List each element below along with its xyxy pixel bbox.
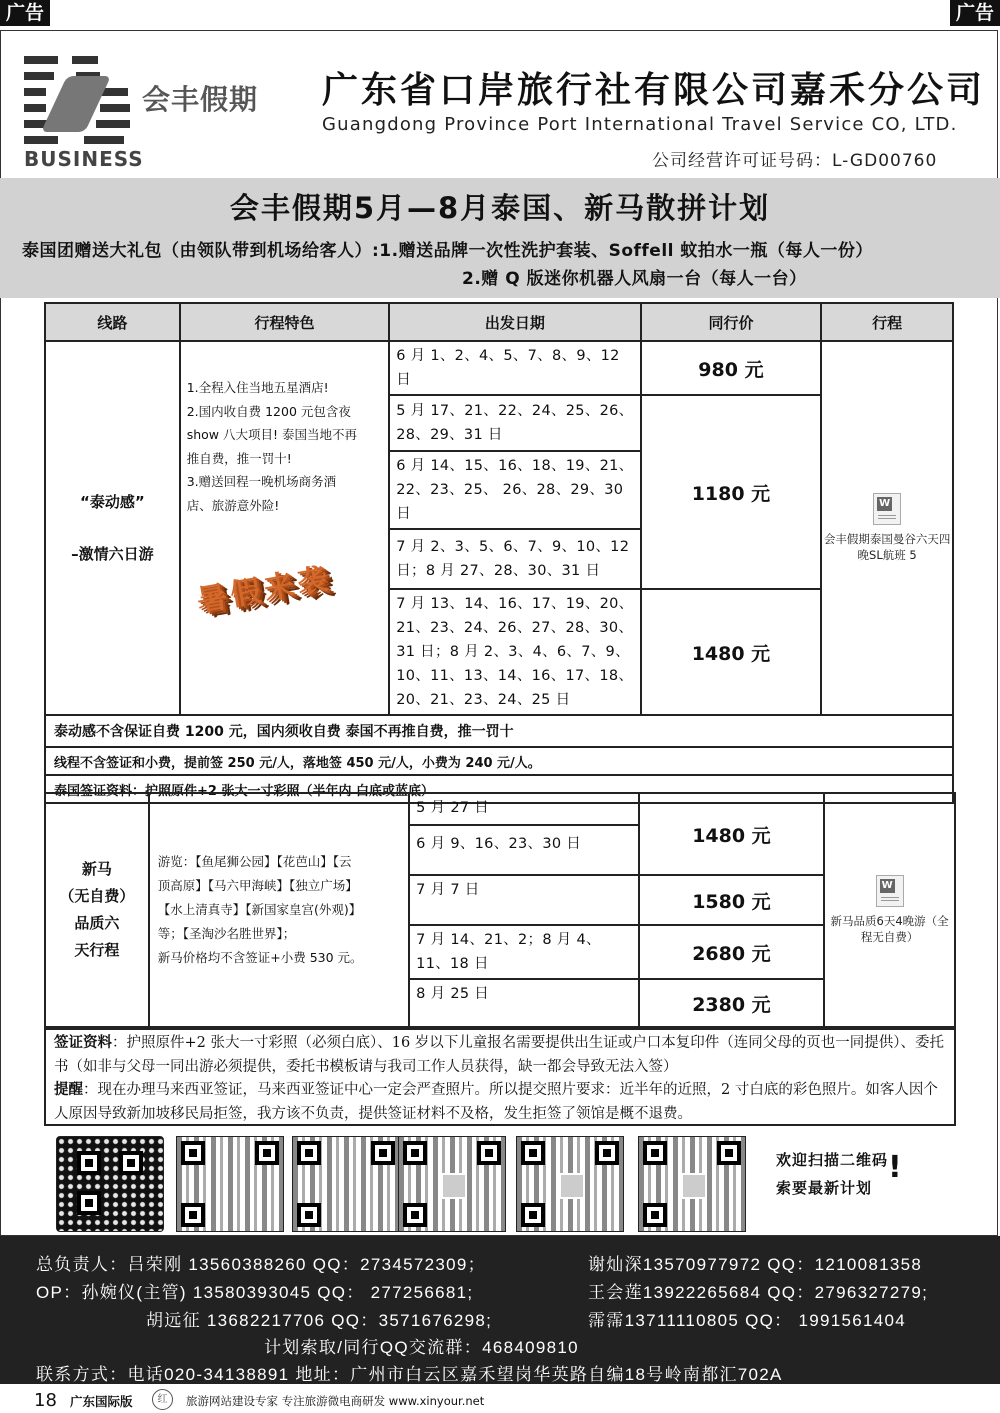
qr-code[interactable]	[638, 1136, 746, 1232]
publication-name: 广东国际版	[70, 1394, 133, 1409]
visa-requirements	[44, 1028, 956, 1126]
brand-name: 会丰假期	[142, 83, 259, 116]
price-cell: 1480 元	[641, 589, 822, 715]
scan-line-2: 索要最新计划	[776, 1179, 873, 1197]
feature-line: 2.国内收自费 1200 元包含夜	[186, 403, 351, 419]
scan-prompt	[776, 1146, 888, 1202]
route-line: （无自费）	[59, 887, 135, 905]
route-line: 新马	[81, 860, 112, 878]
contact-line: 霈霈13711110805 QQ： 1991561404	[588, 1311, 907, 1330]
feature-line: 等；【圣淘沙名胜世界】；	[157, 926, 296, 941]
ad-tag-right: 广告	[950, 0, 1000, 26]
gift-line-1: 泰国团赠送大礼包（由领队带到机场给客人）:1.赠送品牌一次性洗护套装、Soffell 蚊拍水一瓶（每人一份）	[22, 241, 873, 261]
qr-code[interactable]	[292, 1136, 400, 1232]
feature-line: 推自费，推一罚十!	[186, 450, 292, 466]
features-cell-thailand	[180, 341, 390, 715]
price-cell: 1180 元	[641, 395, 822, 589]
qr-code[interactable]	[176, 1136, 284, 1232]
features-cell-sg-my	[149, 793, 409, 1027]
feature-line: 1.全程入住当地五星酒店!	[186, 380, 329, 395]
publisher-logo-icon: 红	[152, 1389, 173, 1410]
page-number: 18	[34, 1390, 57, 1411]
thai-note: 线程不含签证和小费，提前签 250 元/人，落地签 450 元/人，小费为 240 元/人。	[45, 747, 953, 775]
summer-promo-stamp: 暑假来袭	[194, 561, 335, 620]
table-row	[45, 793, 955, 825]
brand-logo-text: BUSINESS	[24, 147, 144, 171]
license-number: 公司经营许可证号码：L-GD00760	[652, 151, 938, 171]
contact-line: 胡远征 13682217706 QQ：3571676298;	[146, 1311, 493, 1330]
table-row	[45, 341, 953, 395]
brand-logo-icon	[24, 56, 134, 148]
itinerary-file-link[interactable]: 会丰假期泰国曼谷六天四晚SL航班 5	[823, 532, 951, 562]
date-cell: 6 月 9、16、23、30 日	[409, 825, 638, 875]
thai-note-row	[45, 715, 953, 747]
qq-group: 计划索取/同行QQ交流群：468409810	[264, 1338, 579, 1357]
date-cell: 7 月 13、14、16、17、19、20、21、23、24、26、27、28、30、31 日；8 月 2、3、4、6、7、9、10、11、13、14、16、17、18、20、21、23、24、25 日	[389, 589, 640, 715]
itinerary-cell-thailand[interactable]	[821, 341, 953, 715]
qr-code[interactable]	[56, 1136, 164, 1232]
price-cell: 1480 元	[639, 793, 825, 875]
route-line: 天行程	[74, 941, 120, 959]
reminder-label: 提醒	[54, 1082, 83, 1098]
price-cell: 980 元	[641, 341, 822, 395]
feature-line: 店、旅游意外险!	[186, 497, 280, 513]
exclamation: !	[888, 1150, 902, 1185]
table-header-row	[45, 303, 953, 341]
price-cell: 2680 元	[639, 925, 825, 979]
header-itinerary: 行程	[821, 303, 953, 341]
header-features: 行程特色	[180, 303, 390, 341]
gift-line-2: 2.赠 Q 版迷你机器人风扇一台（每人一台）	[462, 269, 807, 289]
thailand-route-table	[44, 302, 954, 804]
itinerary-cell-sg-my[interactable]	[824, 793, 955, 1027]
word-document-icon[interactable]	[873, 493, 901, 525]
date-cell: 6 月 14、15、16、18、19、21、22、23、25、 26、28、29、30 日	[389, 451, 640, 529]
qr-code[interactable]	[516, 1136, 624, 1232]
contact-footer	[0, 1236, 1000, 1384]
route-subtitle: –激情六日游	[71, 545, 154, 563]
route-line: 品质六	[74, 914, 120, 932]
ad-tag-left: 广告	[0, 0, 50, 26]
feature-line: 游览：【鱼尾狮公园】【花芭山】【云	[157, 854, 352, 869]
word-document-icon[interactable]	[876, 875, 904, 907]
contact-line: 总负责人：吕荣刚 13560388260 QQ：2734572309；	[36, 1255, 486, 1274]
feature-line: 新马价格均不含签证+小费 530 元。	[157, 950, 363, 965]
date-cell: 7 月 14、21、2；8 月 4、11、18 日	[409, 925, 638, 979]
thai-note: 泰国签证资料：护照原件+2 张大一寸彩照（半年内 白底或蓝底）	[45, 775, 953, 803]
header-dates: 出发日期	[389, 303, 640, 341]
publisher-website[interactable]: 旅游网站建设专家 专注旅游微电商研发 www.xinyour.net	[186, 1394, 485, 1408]
visa-text: ：护照原件+2 张大一寸彩照（必须白底）、16 岁以下儿童报名需要提供出生证或户口本复印件（连同父母的页也一同提供）、委托书（如非与父母一同出游必须提供，委托书模板请与我司工作人员获得，缺一都会导致无法入签）	[54, 1035, 945, 1075]
route-name: “泰动感”	[79, 493, 145, 511]
date-cell: 5 月 17、21、22、24、25、26、28、29、31 日	[389, 395, 640, 451]
thai-note-row	[45, 747, 953, 775]
header-route: 线路	[45, 303, 180, 341]
contact-line: 谢灿深13570977972 QQ：1210081358	[588, 1255, 923, 1274]
contact-address: 联系方式：电话020-34138891 地址：广州市白云区嘉禾望岗华英路自编18号岭南都汇702A	[36, 1365, 783, 1384]
thai-note: 泰动感不含保证自费 1200 元，国内须收自费 泰国不再推自费，推一罚十	[45, 715, 953, 747]
itinerary-file-link[interactable]: 新马品质6天4晚游（全程无自费）	[830, 914, 949, 944]
price-cell: 2380 元	[639, 979, 825, 1027]
company-name-cn: 广东省口岸旅行社有限公司嘉禾分公司	[322, 70, 986, 111]
price-cell: 1580 元	[639, 875, 825, 925]
feature-line: show 八大项目! 泰国当地不再	[186, 427, 357, 442]
reminder-text: ：现在办理马来西亚签证，马来西亚签证中心一定会严查照片。所以提交照片要求：近半年的近照，2 寸白底的彩色照片。如客人因个人原因导致新加坡移民局拒签，我方该不负责，提供签证材料不及格，发生拒签了领馆是概不退费。	[54, 1082, 938, 1122]
contact-line: 王会莲13922265684 QQ：2796327279;	[588, 1283, 929, 1302]
visa-label: 签证资料	[54, 1035, 112, 1051]
feature-line: 【水上清真寺】【新国家皇宫(外观)】	[157, 902, 362, 917]
scan-line-1: 欢迎扫描二维码	[776, 1151, 889, 1169]
plan-title: 会丰假期5月—8月泰国、新马散拼计划	[229, 191, 771, 225]
date-cell: 8 月 25 日	[409, 979, 638, 1027]
sg-my-route-table	[44, 792, 956, 1028]
date-cell: 5 月 27 日	[409, 793, 638, 825]
date-cell: 7 月 7 日	[409, 875, 638, 925]
header-price: 同行价	[641, 303, 822, 341]
company-name-en: Guangdong Province Port International Travel Service CO, LTD.	[322, 114, 958, 135]
contact-line: OP：孙婉仪(主管) 13580393045 QQ： 277256681;	[36, 1283, 474, 1302]
date-cell: 7 月 2、3、5、6、7、9、10、12 日；8 月 27、28、30、31 日	[389, 529, 640, 589]
feature-line: 3.赠送回程一晚机场商务酒	[186, 474, 337, 489]
date-cell: 6 月 1、2、4、5、7、8、9、12 日	[389, 341, 640, 395]
qr-code[interactable]	[398, 1136, 506, 1232]
route-cell-sg-my	[45, 793, 149, 1027]
route-cell-thailand	[45, 341, 180, 715]
feature-line: 顶高原】【马六甲海峡】【独立广场】	[157, 878, 358, 893]
